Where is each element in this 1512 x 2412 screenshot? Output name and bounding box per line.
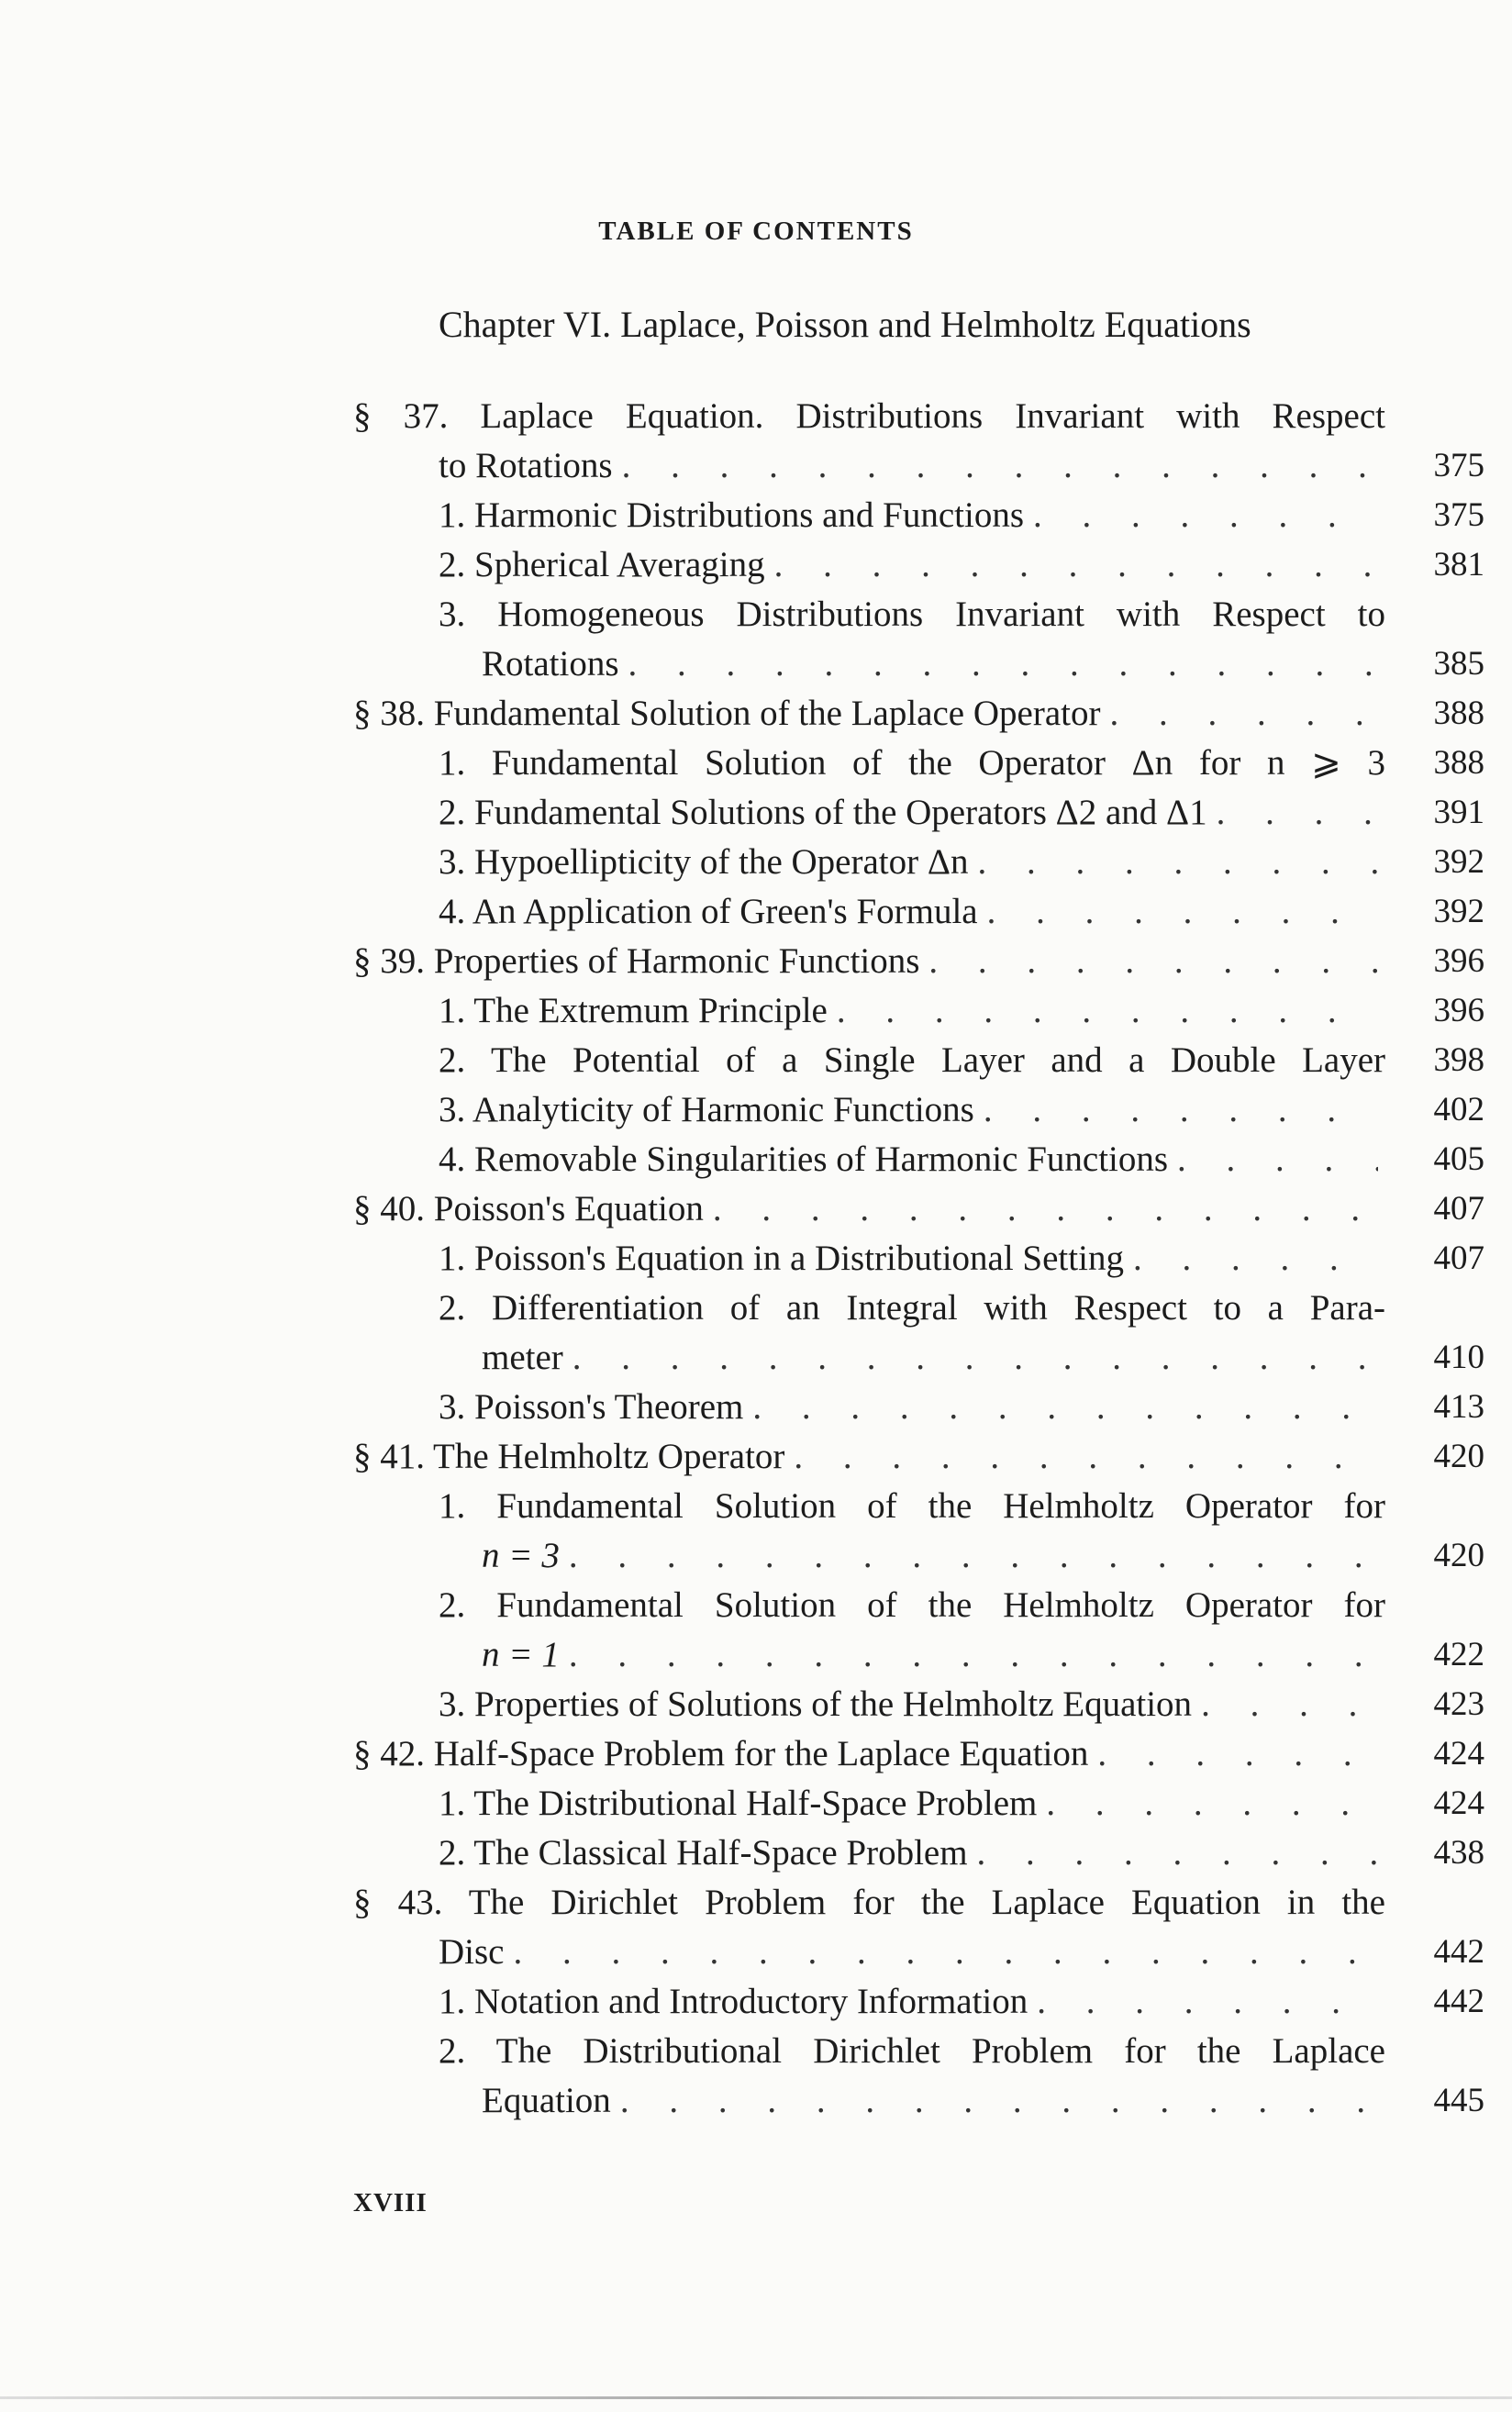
leader-dots bbox=[1109, 689, 1378, 739]
leader-dots bbox=[514, 1928, 1379, 1977]
toc-entry-label: 1. The Distributional Half-Space Problem bbox=[439, 1784, 1038, 1823]
leader-dots bbox=[573, 1333, 1378, 1383]
leader-dots bbox=[713, 1184, 1378, 1234]
toc-page-number: 392 bbox=[1433, 843, 1484, 881]
toc-page-number: 392 bbox=[1433, 893, 1484, 930]
toc-page-number: 407 bbox=[1433, 1190, 1484, 1228]
toc-entry-label: 3. Homogeneous Distributions Invariant with Respect to bbox=[439, 595, 1385, 634]
leader-dots bbox=[1033, 491, 1378, 540]
leader-dots bbox=[977, 838, 1378, 887]
toc-entry-label: § 37. Laplace Equation. Distributions Invariant with Respect bbox=[353, 396, 1385, 436]
toc-subsection-37-2[interactable] bbox=[439, 540, 1385, 590]
toc-subsection-41-2-cont[interactable] bbox=[482, 1630, 1385, 1680]
toc-section-37[interactable] bbox=[353, 392, 1385, 441]
toc-page-number: 410 bbox=[1433, 1339, 1484, 1376]
toc-subsection-38-4[interactable] bbox=[439, 887, 1385, 937]
toc-page-number: 385 bbox=[1433, 645, 1484, 683]
toc-subsection-42-1[interactable] bbox=[439, 1779, 1385, 1828]
leader-dots bbox=[1037, 1977, 1378, 2027]
leader-dots bbox=[837, 986, 1378, 1036]
leader-dots bbox=[977, 1828, 1378, 1878]
toc-entry-label: 4. Removable Singularities of Harmonic Functions bbox=[439, 1139, 1169, 1179]
toc-page-number: 391 bbox=[1433, 794, 1484, 831]
toc-subsection-43-1[interactable] bbox=[439, 1977, 1385, 2027]
toc-page-number: 422 bbox=[1433, 1636, 1484, 1673]
toc-subsection-39-3[interactable] bbox=[439, 1085, 1385, 1135]
toc-entry-label: 3. Analyticity of Harmonic Functions bbox=[439, 1090, 974, 1129]
toc-entry-label: Equation bbox=[482, 2081, 611, 2120]
toc-entry-label: § 39. Properties of Harmonic Functions bbox=[353, 941, 920, 981]
toc-subsection-40-2[interactable] bbox=[439, 1284, 1385, 1333]
leader-dots bbox=[1097, 1729, 1378, 1779]
leader-dots bbox=[569, 1531, 1378, 1581]
leader-dots bbox=[1217, 788, 1378, 838]
toc-entry-label: 1. Poisson's Equation in a Distributional Setting bbox=[439, 1239, 1124, 1278]
toc-entry-label: 1. Notation and Introductory Information bbox=[439, 1982, 1028, 2021]
toc-entry-label: § 38. Fundamental Solution of the Laplace Operator bbox=[353, 694, 1101, 733]
toc-subsection-37-3-cont[interactable] bbox=[482, 639, 1385, 689]
toc-section-39[interactable] bbox=[353, 937, 1385, 986]
toc-subsection-38-3[interactable] bbox=[439, 838, 1385, 887]
toc-subsection-40-2-cont[interactable] bbox=[482, 1333, 1385, 1383]
toc-entry-label: n = 1 bbox=[482, 1635, 560, 1674]
leader-dots bbox=[774, 540, 1378, 590]
toc-entry-label: 4. An Application of Green's Formula bbox=[439, 892, 978, 931]
toc-entry-label: 2. Fundamental Solution of the Helmholtz Operator for bbox=[439, 1585, 1385, 1625]
toc-entry-label: 1. Fundamental Solution of the Operator Δn for n ⩾ 3 bbox=[439, 743, 1385, 783]
toc-page-number: 402 bbox=[1433, 1091, 1484, 1128]
toc-entry-label: to Rotations bbox=[439, 446, 613, 485]
toc-entry-label: § 40. Poisson's Equation bbox=[353, 1189, 704, 1228]
toc-subsection-43-2[interactable] bbox=[439, 2027, 1385, 2076]
toc-subsection-38-1[interactable] bbox=[439, 739, 1385, 788]
toc-subsection-37-3[interactable] bbox=[439, 590, 1385, 639]
toc-page-number: 420 bbox=[1433, 1537, 1484, 1574]
page-edge-divider bbox=[0, 2396, 1512, 2399]
leader-dots bbox=[1201, 1680, 1378, 1729]
toc-entry-label: 2. Fundamental Solutions of the Operators Δ2 and Δ1 bbox=[439, 793, 1207, 832]
toc-entry-label: Rotations bbox=[482, 644, 619, 684]
leader-dots bbox=[1133, 1234, 1378, 1284]
toc-page-number: 396 bbox=[1433, 992, 1484, 1029]
toc-page-number: 413 bbox=[1433, 1388, 1484, 1426]
toc-page-number: 442 bbox=[1433, 1933, 1484, 1971]
toc-subsection-39-4[interactable] bbox=[439, 1135, 1385, 1184]
toc-entry-label: 2. Differentiation of an Integral with Respect to a Para- bbox=[439, 1288, 1385, 1328]
leader-dots bbox=[984, 1085, 1378, 1135]
leader-dots bbox=[752, 1383, 1378, 1432]
toc-subsection-38-2[interactable] bbox=[439, 788, 1385, 838]
leader-dots bbox=[569, 1630, 1378, 1680]
toc-subsection-41-1[interactable] bbox=[439, 1482, 1385, 1531]
toc-entry-label: § 41. The Helmholtz Operator bbox=[353, 1437, 785, 1476]
toc-entry-label: 2. The Classical Half-Space Problem bbox=[439, 1833, 968, 1873]
toc-entry-label: 1. The Extremum Principle bbox=[439, 991, 828, 1030]
leader-dots bbox=[987, 887, 1378, 937]
toc-entry-label: 2. The Potential of a Single Layer and a Double Layer bbox=[439, 1040, 1385, 1080]
toc-page-number: 424 bbox=[1433, 1735, 1484, 1773]
toc-section-43[interactable] bbox=[353, 1878, 1385, 1928]
toc-subsection-37-1[interactable] bbox=[439, 491, 1385, 540]
toc-entry-label: Disc bbox=[439, 1932, 505, 1972]
toc-subsection-40-3[interactable] bbox=[439, 1383, 1385, 1432]
chapter-title: Chapter VI. Laplace, Poisson and Helmholtz Equations bbox=[439, 304, 1251, 345]
toc-page-number: 424 bbox=[1433, 1784, 1484, 1822]
toc-page-number: 388 bbox=[1433, 695, 1484, 732]
toc-page-number: 407 bbox=[1433, 1239, 1484, 1277]
toc-page-number: 420 bbox=[1433, 1438, 1484, 1475]
toc-section-42[interactable] bbox=[353, 1729, 1385, 1779]
toc-entry-label: meter bbox=[482, 1338, 563, 1377]
toc-subsection-42-2[interactable] bbox=[439, 1828, 1385, 1878]
page-folio: XVIII bbox=[353, 2188, 428, 2217]
toc-entry-label: 3. Poisson's Theorem bbox=[439, 1387, 744, 1427]
toc-entry-label: 2. Spherical Averaging bbox=[439, 545, 765, 584]
leader-dots bbox=[628, 639, 1378, 689]
toc-page-number: 396 bbox=[1433, 942, 1484, 980]
leader-dots bbox=[1046, 1779, 1378, 1828]
toc-page-number: 375 bbox=[1433, 496, 1484, 534]
toc-page-number: 398 bbox=[1433, 1041, 1484, 1079]
toc-entry-label: 3. Hypoellipticity of the Operator Δn bbox=[439, 842, 969, 882]
toc-subsection-41-3[interactable] bbox=[439, 1680, 1385, 1729]
toc-subsection-41-2[interactable] bbox=[439, 1581, 1385, 1630]
toc-page-number: 438 bbox=[1433, 1834, 1484, 1872]
toc-page-number: 445 bbox=[1433, 2082, 1484, 2119]
toc-entry-label: n = 3 bbox=[482, 1536, 560, 1575]
toc-subsection-39-1[interactable] bbox=[439, 986, 1385, 1036]
toc-subsection-39-2[interactable] bbox=[439, 1036, 1385, 1085]
running-head: TABLE OF CONTENTS bbox=[598, 217, 914, 246]
toc-subsection-41-1-cont[interactable] bbox=[482, 1531, 1385, 1581]
toc-entry-label: § 43. The Dirichlet Problem for the Laplace Equation in the bbox=[353, 1883, 1385, 1922]
leader-dots bbox=[622, 441, 1378, 491]
leader-dots bbox=[928, 937, 1378, 986]
toc-entry-label: 2. The Distributional Dirichlet Problem for the Laplace bbox=[439, 2031, 1385, 2071]
toc-page-number: 381 bbox=[1433, 546, 1484, 584]
leader-dots bbox=[1177, 1135, 1378, 1184]
toc-section-41[interactable] bbox=[353, 1432, 1385, 1482]
toc-entry-label: 1. Harmonic Distributions and Functions bbox=[439, 495, 1025, 535]
leader-dots bbox=[794, 1432, 1378, 1482]
toc-page-number: 405 bbox=[1433, 1140, 1484, 1178]
toc-entry-label: § 42. Half-Space Problem for the Laplace Equation bbox=[353, 1734, 1089, 1773]
toc-section-43-cont[interactable] bbox=[439, 1928, 1385, 1977]
toc-entry-label: 1. Fundamental Solution of the Helmholtz Operator for bbox=[439, 1486, 1385, 1526]
leader-dots bbox=[620, 2076, 1378, 2126]
toc-subsection-43-2-cont[interactable] bbox=[482, 2076, 1385, 2126]
toc-section-40[interactable] bbox=[353, 1184, 1385, 1234]
toc-entry-label: 3. Properties of Solutions of the Helmholtz Equation bbox=[439, 1684, 1193, 1724]
toc-section-37-cont[interactable] bbox=[439, 441, 1385, 491]
toc-section-38[interactable] bbox=[353, 689, 1385, 739]
toc-page-number: 423 bbox=[1433, 1685, 1484, 1723]
toc-page-number: 442 bbox=[1433, 1983, 1484, 2020]
toc-page-number: 375 bbox=[1433, 447, 1484, 484]
toc-subsection-40-1[interactable] bbox=[439, 1234, 1385, 1284]
toc-page-number: 388 bbox=[1433, 744, 1484, 782]
